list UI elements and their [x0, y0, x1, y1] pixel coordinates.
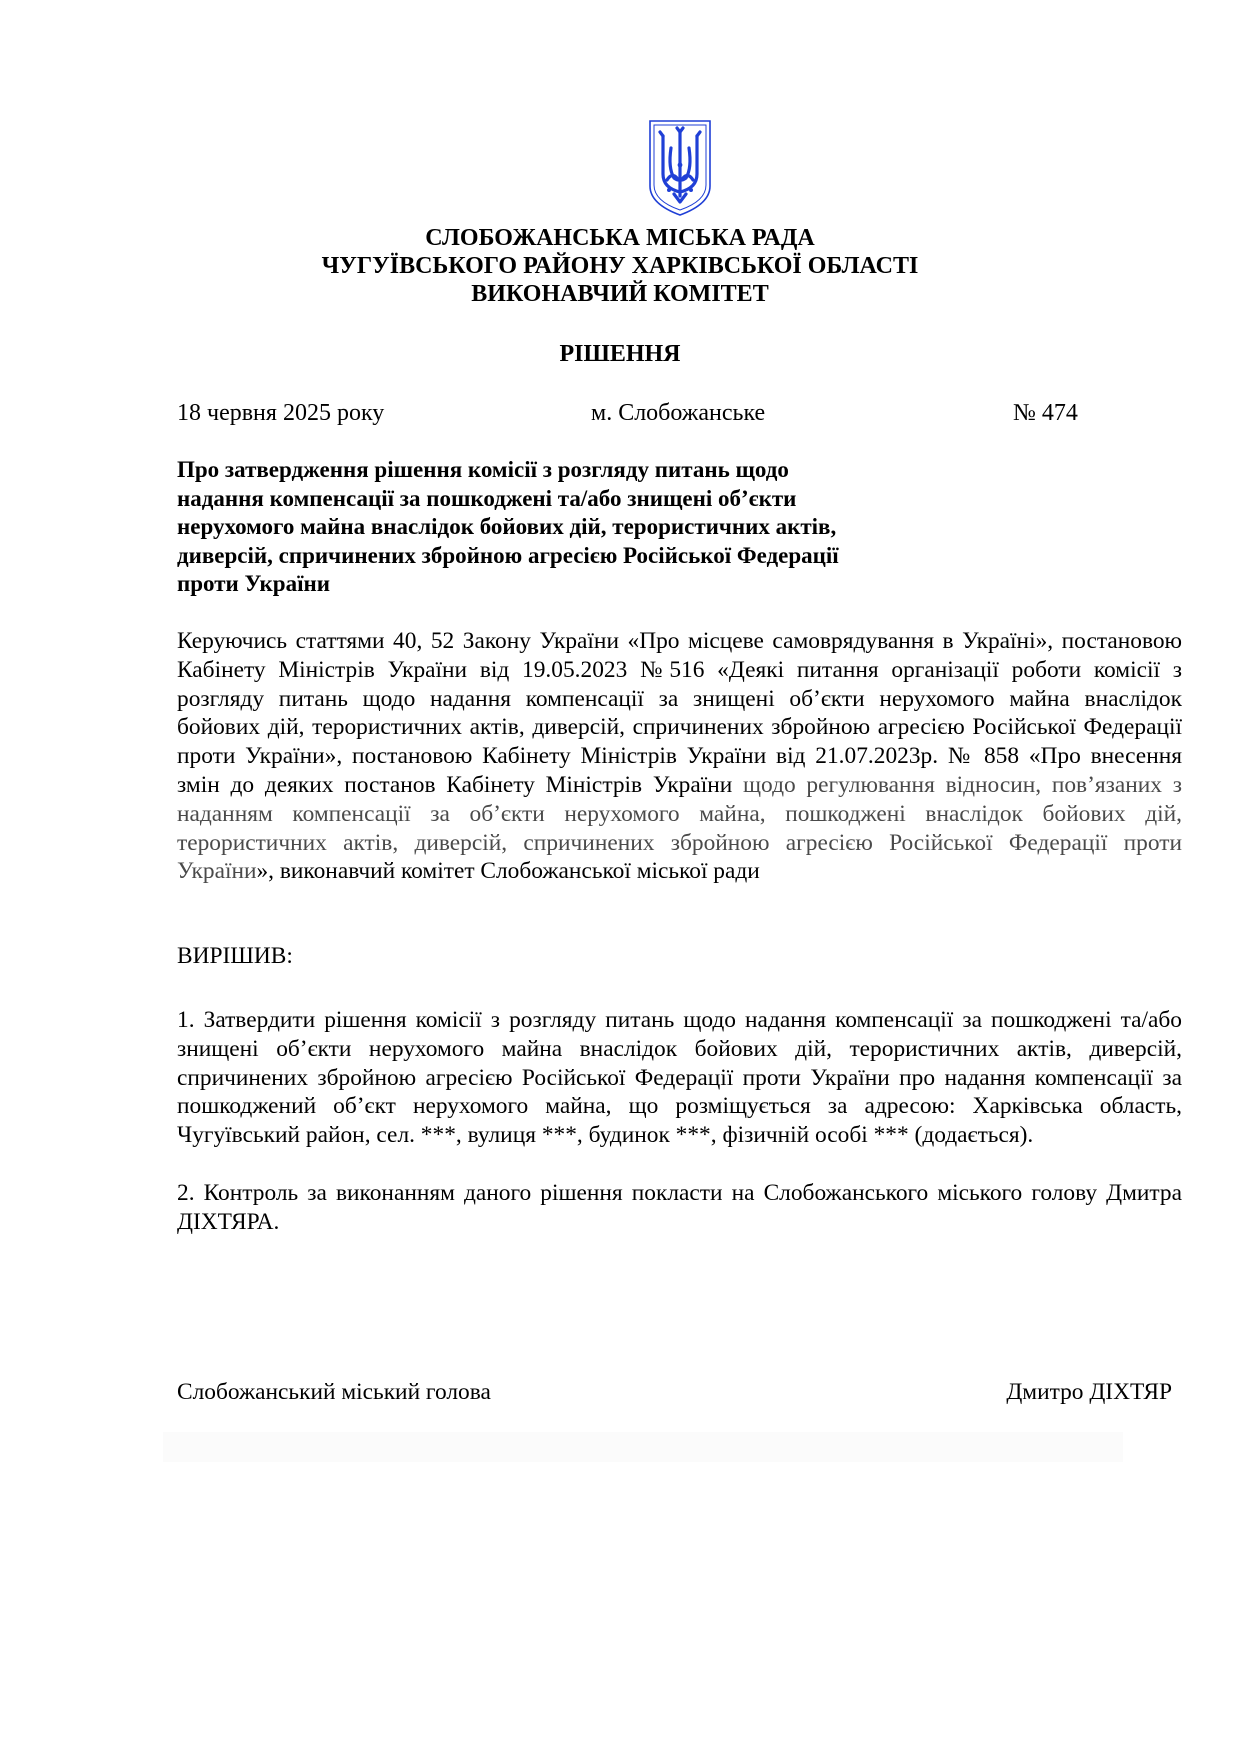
- district-region-name: ЧУГУЇВСЬКОГО РАЙОНУ ХАРКІВСЬКОЇ ОБЛАСТІ: [321, 253, 919, 279]
- decision-item-1: 1. Затвердити рішення комісії з розгляду питань щодо надання компенсації за пошкоджені та/або знищені об’єкти нерухомого майна внаслідок бойових дій, терористичних актів, диверсій, спричинених збройною агресією Російської Федерації проти України про надання компенсації за пошкоджений об’єкт нерухомого майна, що розміщується за адресою: Харківська область, Чугуївський район, сел. ***, вулиця ***, будинок ***, фізичній особі *** (додається).: [177, 1007, 1182, 1149]
- preamble-part-3: », виконавчий комітет Слобожанської міської ради: [256, 858, 760, 885]
- preamble-part-2: щодо регулювання відносин, пов’язаних з наданням компенсації за об’єкти нерухомого майна, пошкоджені внаслідок бойових дій, терористичних актів, диверсій, спричинених збройною агресією Російської Федерації проти України: [177, 771, 1182, 885]
- document-number: № 474: [1013, 400, 1078, 426]
- signatory-position: Слобожанський міський голова: [177, 1379, 491, 1405]
- signatory-name: Дмитро ДІХТЯР: [1006, 1379, 1172, 1405]
- document-subject: Про затвердження рішення комісії з розгляду питань щодо надання компенсації за пошкоджені та/або знищені об’єкти нерухомого майна внаслідок бойових дій, терористичних актів, диверсій, спричинених збройною агресією Російської Федерації проти України: [177, 457, 839, 596]
- decision-item-2: 2. Контроль за виконанням даного рішення покласти на Слобожанського міського голову Дмитра ДІХТЯРА.: [177, 1180, 1182, 1235]
- preamble-part-1: Керуючись статтями 40, 52 Закону України «Про місцеве самоврядування в Україні», постановою Кабінету Міністрів України від 19.05.2023 №516 «Деякі питання організації роботи комісії з розгляду питань щодо надання компенсації за знищені об’єкти нерухомого майна внаслідок бойових дій, терористичних актів, диверсій, спричинених збройною агресією Російської Федерації проти України», постановою Кабінету Міністрів України від 21.07.2023р. № 858 «Про внесення змін до деяких постанов Кабінету Міністрів України: [177, 628, 1182, 798]
- faint-stamp-area: [163, 1432, 1123, 1462]
- decided-label: ВИРІШИВ:: [177, 943, 293, 969]
- council-name: СЛОБОЖАНСЬКА МІСЬКА РАДА: [425, 225, 815, 251]
- document-type-title: РІШЕННЯ: [559, 341, 681, 367]
- document-place: м. Слобожанське: [591, 400, 766, 426]
- tryzub-coat-of-arms-icon: [647, 118, 713, 218]
- document-date: 18 червня 2025 року: [177, 400, 385, 426]
- executive-committee-name: ВИКОНАВЧИЙ КОМІТЕТ: [471, 281, 769, 307]
- preamble-paragraph: [177, 627, 1182, 886]
